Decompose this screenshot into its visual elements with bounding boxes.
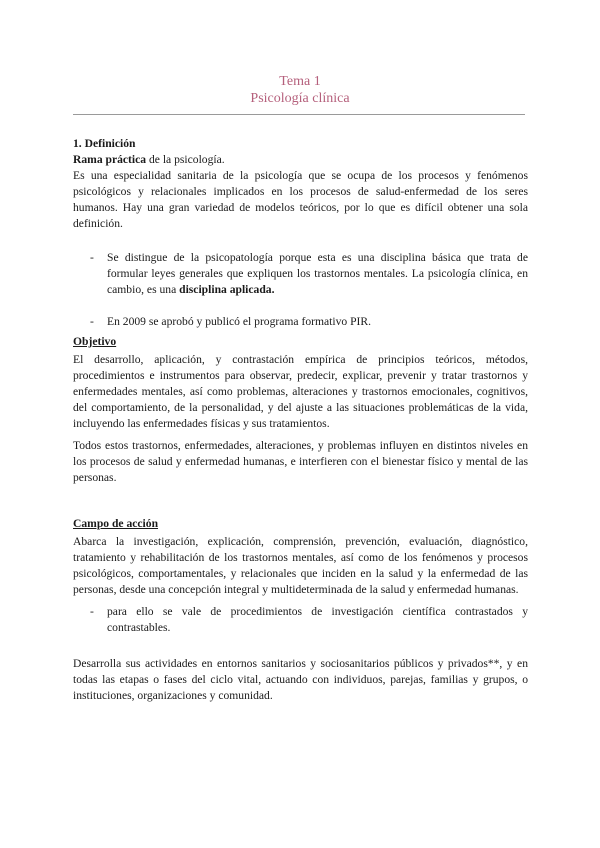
document-title — [0, 73, 600, 107]
rama-practica-rest: de la psicología. — [146, 153, 225, 166]
definicion-paragraph: Es una especialidad sanitaria de la psicología que se ocupa de los procesos y fenómenos psicológicos y relacionales implicados en los procesos de salud-enfermedad de los seres humanos. Hay una gran variedad de modelos teóricos, por lo que es difícil obtener una sola definición. — [73, 169, 528, 230]
section-heading-objetivo: Objetivo — [73, 335, 117, 348]
campo-paragraph-2: Desarrolla sus actividades en entornos sanitarios y sociosanitarios públicos y privados**, y en todas las etapas o fases del ciclo vital, actuando con individuos, parejas, familias y grupos, o instituciones, organizaciones y comunidad. — [73, 657, 528, 702]
bullet-investigacion — [73, 604, 528, 636]
rama-practica-bold: Rama práctica — [73, 153, 147, 166]
section-heading-campo-accion: Campo de acción — [73, 517, 159, 530]
bullet-investigacion-text: para ello se vale de procedimientos de investigación científica contrastados y contrastables. — [107, 605, 528, 634]
title-topic-number: Tema 1 — [279, 74, 321, 89]
bullet-dash: - — [90, 605, 94, 618]
objetivo-paragraph-2: Todos estos trastornos, enfermedades, alteraciones, y problemas influyen en distintos niveles en los procesos de salud y enfermedad humanas, e interfieren con el bienestar físico y mental de las personas. — [73, 439, 528, 484]
campo-bullet-list — [73, 604, 528, 636]
bullet-pir — [73, 314, 528, 330]
bullet-dash: - — [90, 251, 94, 264]
bullet-psicopatologia — [73, 250, 528, 298]
title-divider — [73, 114, 525, 115]
rama-practica-line — [73, 152, 528, 168]
bullet-psicopatologia-text: Se distingue de la psicopatología porque esta es una disciplina básica que trata de formular leyes generales que expliquen los trastornos mentales. La psicología clínica, en cambio, es una — [107, 251, 528, 296]
campo-paragraph-1: Abarca la investigación, explicación, comprensión, prevención, evaluación, diagnóstico, tratamiento y rehabilitación de los trastornos mentales, así como de los fenómenos y procesos psicológicos, comportamentales, y relacionales que inciden en la salud y la enfermedad de las personas, desde una concepción integral y multideterminada de la salud y enfermedad humanas. — [73, 535, 528, 596]
section-heading-definicion: 1. Definición — [73, 137, 136, 150]
title-topic-name: Psicología clínica — [250, 91, 350, 106]
bullet-psicopatologia-bold: disciplina aplicada. — [179, 283, 275, 296]
objetivo-paragraph-1: El desarrollo, aplicación, y contrastación empírica de principios teóricos, métodos, procedimientos e instrumentos para observar, predecir, explicar, prevenir y tratar trastornos y enfermedades mentales, así como problemas, alteraciones y trastornos emocionales, cognitivos, del comportamiento, de la personalidad, y del ajuste a las situaciones problemáticas de la vida, incluyendo las enfermedades físicas y sus tratamientos. — [73, 353, 528, 430]
document-body — [73, 136, 528, 704]
definicion-bullet-list — [73, 250, 528, 330]
bullet-dash: - — [90, 315, 94, 328]
bullet-pir-text: En 2009 se aprobó y publicó el programa formativo PIR. — [107, 315, 372, 328]
